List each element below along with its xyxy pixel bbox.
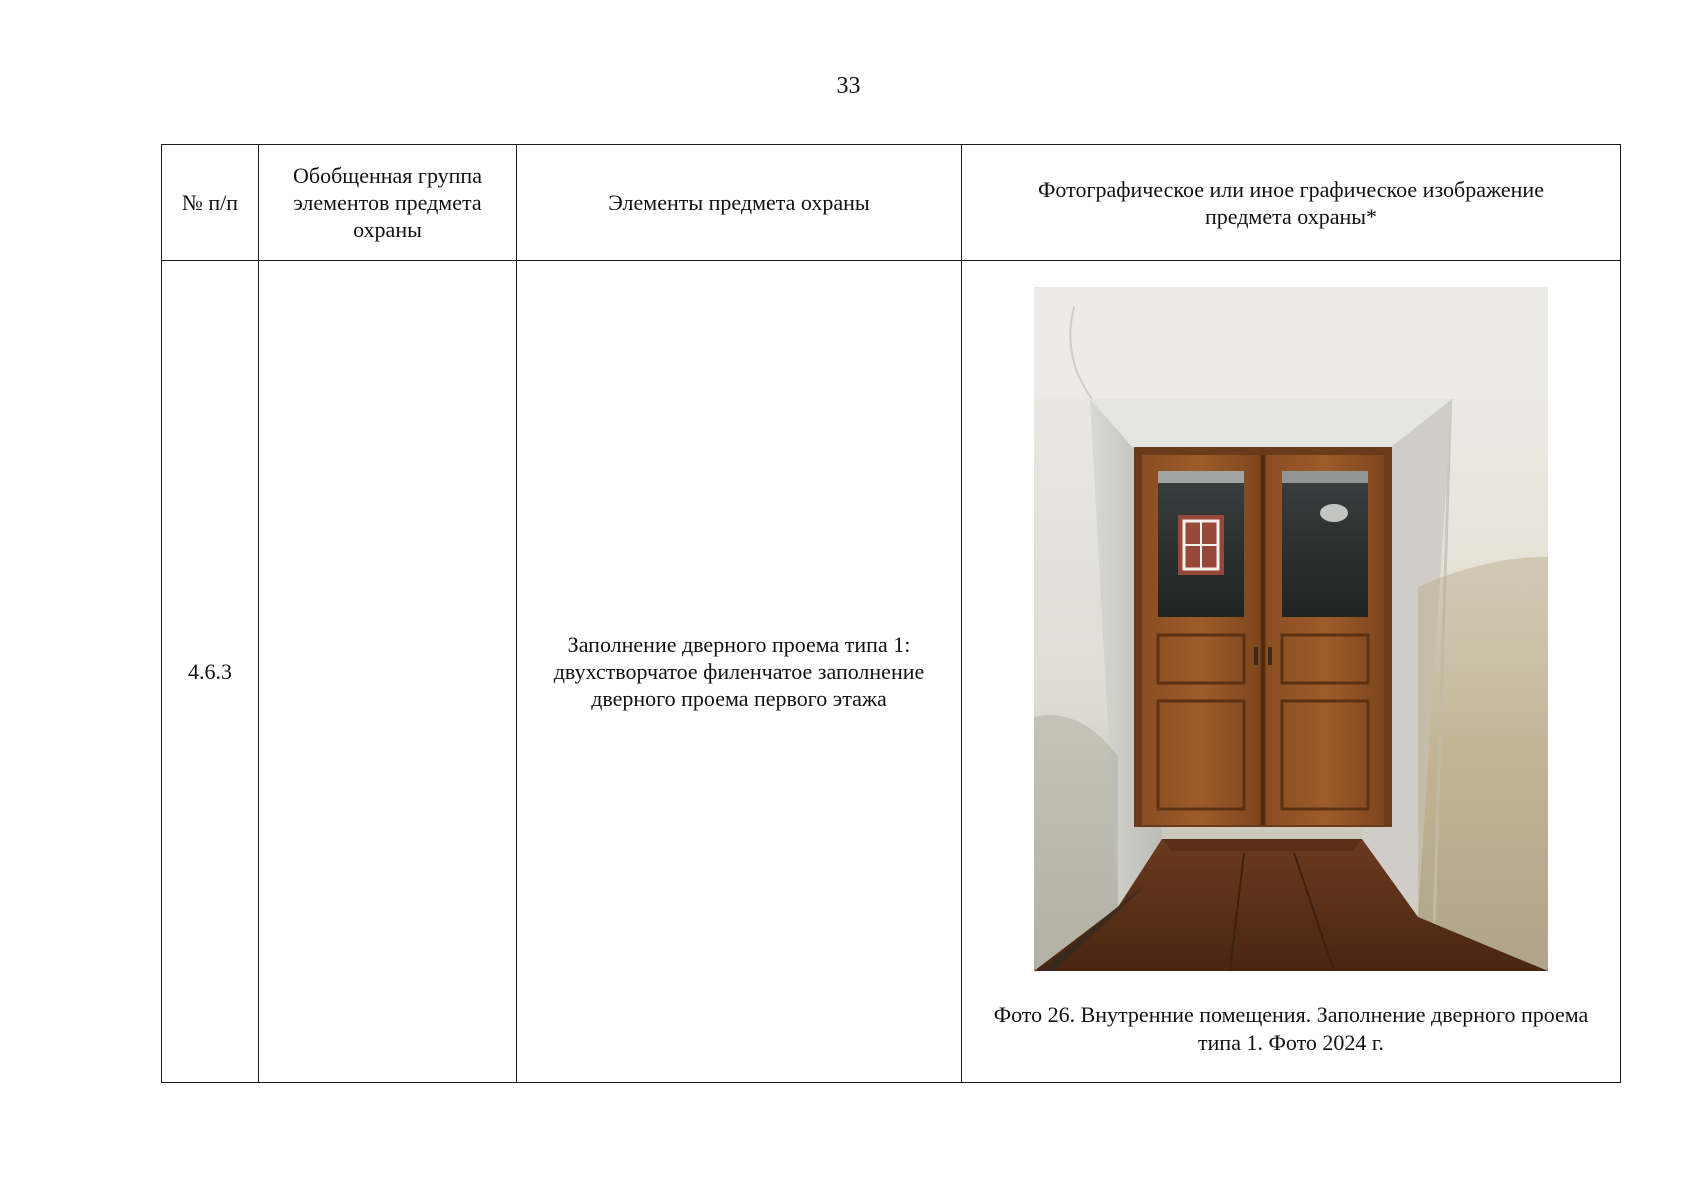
table-header-row <box>162 145 1621 261</box>
header-elements-label: Элементы предмета охраны <box>608 190 870 215</box>
photo-caption: Фото 26. Внутренние помещения. Заполнение дверного проема типа 1. Фото 2024 г. <box>993 1001 1589 1055</box>
door-photo <box>1034 287 1548 971</box>
header-group-label: Обобщенная группа элементов предмета охраны <box>293 163 482 242</box>
header-num-label: № п/п <box>181 190 239 215</box>
header-num <box>162 145 259 261</box>
table-row <box>162 261 1621 1083</box>
heritage-elements-table <box>161 144 1621 1083</box>
row-group-cell <box>259 261 517 1083</box>
header-photo-label: Фотографическое или иное графическое изображение предмета охраны* <box>1038 176 1544 229</box>
page-number: 33 <box>836 73 861 99</box>
header-group <box>259 145 517 261</box>
row-element-cell <box>517 261 962 1083</box>
header-photo <box>962 145 1621 261</box>
header-elements <box>517 145 962 261</box>
row-element-description: Заполнение дверного проема типа 1: двухстворчатое филенчатое заполнение дверного проема первого этажа <box>553 632 925 711</box>
row-num-cell <box>162 261 259 1083</box>
row-photo-cell <box>962 261 1621 1083</box>
row-num: 4.6.3 <box>188 659 232 684</box>
